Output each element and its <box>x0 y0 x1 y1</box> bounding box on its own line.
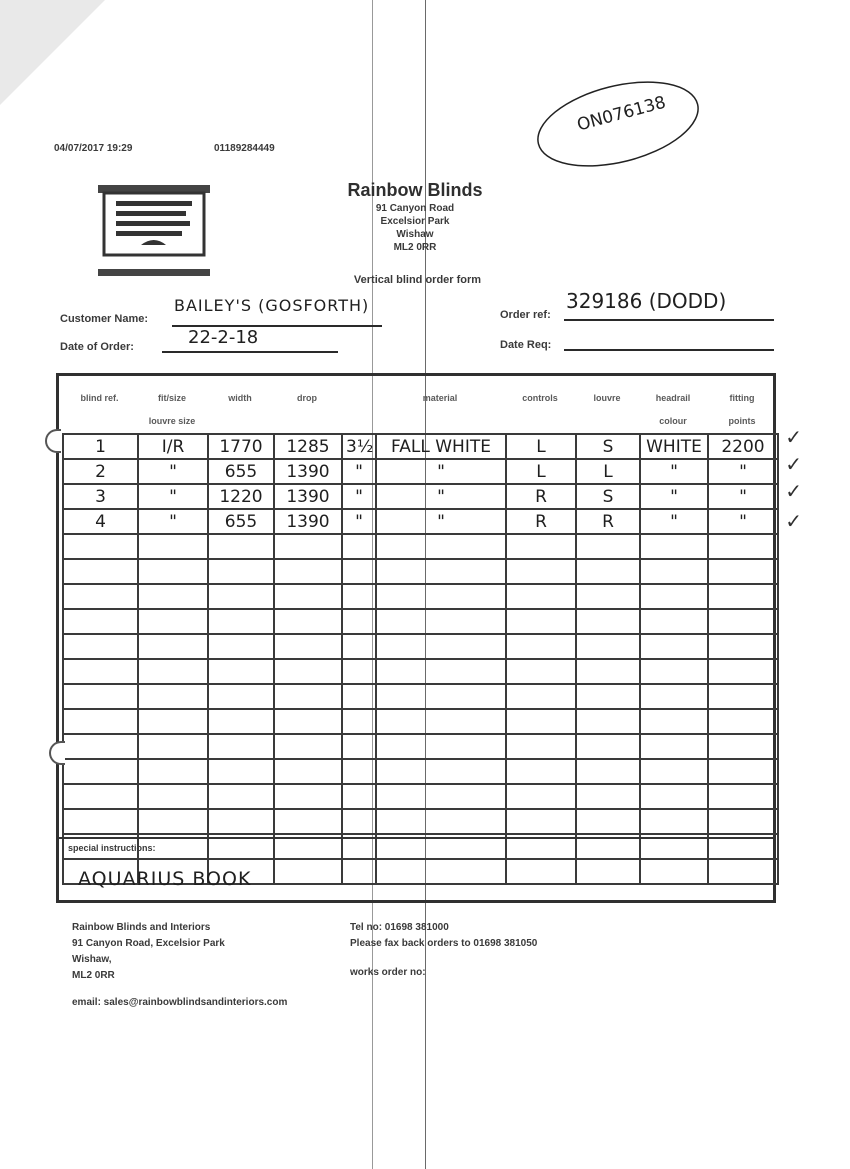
table-cell: " <box>342 484 376 509</box>
table-cell: 655 <box>208 459 274 484</box>
table-cell <box>138 709 208 734</box>
table-cell <box>208 809 274 834</box>
table-cell <box>640 734 708 759</box>
table-cell <box>63 784 138 809</box>
table-cell <box>274 709 342 734</box>
table-cell <box>63 809 138 834</box>
table-cell <box>208 684 274 709</box>
table-cell <box>708 609 778 634</box>
date-req-label: Date Req: <box>500 339 552 351</box>
table-row <box>63 459 778 484</box>
table-cell <box>208 659 274 684</box>
table-cell <box>342 734 376 759</box>
date-of-order-label: Date of Order: <box>60 341 134 353</box>
table-cell <box>208 759 274 784</box>
column-subheader: louvre size <box>148 416 196 426</box>
table-cell: " <box>708 484 778 509</box>
table-cell <box>208 709 274 734</box>
table-cell: " <box>376 509 506 534</box>
table-row-empty <box>63 734 778 759</box>
table-cell <box>708 809 778 834</box>
table-cell <box>63 709 138 734</box>
table-cell <box>640 534 708 559</box>
date-of-order-value: 22-2-18 <box>188 327 259 348</box>
table-cell <box>640 759 708 784</box>
table-cell <box>63 634 138 659</box>
table-cell <box>274 584 342 609</box>
check-mark: ✓ <box>785 454 802 476</box>
table-cell <box>274 859 342 884</box>
order-ref-value: 329186 (DODD) <box>566 289 727 313</box>
table-cell: " <box>708 509 778 534</box>
table-cell <box>274 534 342 559</box>
table-cell <box>576 659 640 684</box>
table-cell <box>506 534 576 559</box>
customer-name-label: Customer Name: <box>60 313 149 325</box>
footer-company-block <box>72 920 225 984</box>
column-header: controls <box>522 393 558 403</box>
table-cell <box>274 809 342 834</box>
table-cell <box>138 634 208 659</box>
table-cell <box>63 684 138 709</box>
table-cell <box>138 734 208 759</box>
table-cell <box>63 534 138 559</box>
table-cell <box>342 684 376 709</box>
table-cell: 1390 <box>274 459 342 484</box>
table-cell: " <box>138 509 208 534</box>
table-cell <box>208 609 274 634</box>
table-cell <box>506 859 576 884</box>
footer-tel: Tel no: 01698 381000 <box>350 922 449 933</box>
table-cell: 3 <box>63 484 138 509</box>
table-cell <box>342 559 376 584</box>
table-cell <box>506 609 576 634</box>
table-cell <box>708 559 778 584</box>
table-cell <box>506 659 576 684</box>
column-subheader: points <box>728 416 756 426</box>
table-cell: R <box>506 484 576 509</box>
table-cell <box>342 534 376 559</box>
table-row-empty <box>63 759 778 784</box>
table-row-empty <box>63 634 778 659</box>
special-instructions-label: special instructions: <box>68 843 156 853</box>
stamp-number: ON076138 <box>574 92 669 136</box>
table-cell: 1390 <box>274 484 342 509</box>
table-cell <box>708 784 778 809</box>
table-cell <box>342 659 376 684</box>
table-cell: " <box>342 459 376 484</box>
table-cell <box>708 859 778 884</box>
table-cell: 1390 <box>274 509 342 534</box>
table-cell <box>274 784 342 809</box>
table-cell: 1 <box>63 434 138 459</box>
table-cell <box>376 734 506 759</box>
table-cell <box>576 684 640 709</box>
table-cell <box>506 584 576 609</box>
table-cell: S <box>576 434 640 459</box>
table-cell <box>506 709 576 734</box>
table-cell <box>342 759 376 784</box>
table-row <box>63 509 778 534</box>
table-cell <box>506 734 576 759</box>
punch-hole <box>45 429 61 453</box>
rainbow-logo-icon <box>96 183 212 278</box>
table-cell <box>342 634 376 659</box>
table-row-empty <box>63 684 778 709</box>
table-cell <box>138 609 208 634</box>
column-header: blind ref. <box>80 393 119 403</box>
column-header: material <box>422 393 458 403</box>
table-cell <box>576 534 640 559</box>
table-cell: 655 <box>208 509 274 534</box>
date-underline <box>162 351 338 353</box>
table-row-empty <box>63 709 778 734</box>
footer-email: email: sales@rainbowblindsandinteriors.com <box>72 997 288 1008</box>
table-cell <box>376 584 506 609</box>
table-cell <box>640 634 708 659</box>
check-mark: ✓ <box>785 481 802 503</box>
table-row-empty <box>63 609 778 634</box>
table-cell: L <box>576 459 640 484</box>
table-cell <box>640 584 708 609</box>
footer-address-3: ML2 0RR <box>72 970 115 981</box>
table-cell <box>208 634 274 659</box>
table-cell <box>708 709 778 734</box>
footer-address-1: 91 Canyon Road, Excelsior Park <box>72 938 225 949</box>
table-cell <box>708 584 778 609</box>
table-cell <box>576 759 640 784</box>
table-cell <box>640 684 708 709</box>
table-cell <box>63 759 138 784</box>
table-cell: " <box>640 459 708 484</box>
table-cell: " <box>376 484 506 509</box>
table-cell: 2200 <box>708 434 778 459</box>
table-cell: " <box>342 509 376 534</box>
table-cell <box>640 859 708 884</box>
table-cell <box>208 584 274 609</box>
table-cell <box>342 709 376 734</box>
table-cell <box>576 709 640 734</box>
table-cell <box>576 584 640 609</box>
table-row <box>63 434 778 459</box>
table-cell <box>138 559 208 584</box>
table-cell <box>63 659 138 684</box>
footer-contact-block <box>350 920 537 952</box>
table-cell: 1770 <box>208 434 274 459</box>
table-cell <box>640 784 708 809</box>
table-cell <box>708 634 778 659</box>
table-cell <box>576 559 640 584</box>
table-cell: " <box>708 459 778 484</box>
table-cell <box>640 709 708 734</box>
table-cell: " <box>138 459 208 484</box>
table-cell: 1285 <box>274 434 342 459</box>
table-cell <box>138 784 208 809</box>
table-cell <box>138 759 208 784</box>
table-cell <box>576 734 640 759</box>
table-cell <box>208 559 274 584</box>
table-cell <box>376 559 506 584</box>
table-row-empty <box>63 809 778 834</box>
table-cell <box>708 684 778 709</box>
footer-company: Rainbow Blinds and Interiors <box>72 922 211 933</box>
check-mark: ✓ <box>785 427 802 449</box>
check-mark: ✓ <box>785 511 802 533</box>
table-cell <box>376 684 506 709</box>
table-cell <box>506 759 576 784</box>
form-title: Vertical blind order form <box>353 274 482 286</box>
table-row-empty <box>63 584 778 609</box>
footer-fax-note: Please fax back orders to 01698 381050 <box>350 938 538 949</box>
table-cell <box>342 584 376 609</box>
table-cell <box>708 734 778 759</box>
column-header: fit/size <box>157 393 186 403</box>
table-cell <box>274 759 342 784</box>
fax-id: 01189284449 <box>214 143 275 154</box>
table-cell: FALL WHITE <box>376 434 506 459</box>
customer-name-value: BAILEY'S (GOSFORTH) <box>174 296 370 315</box>
table-cell <box>376 634 506 659</box>
table-cell <box>376 809 506 834</box>
table-cell <box>376 609 506 634</box>
table-cell <box>506 784 576 809</box>
order-ref-label: Order ref: <box>500 309 551 321</box>
table-cell <box>342 859 376 884</box>
table-cell <box>208 784 274 809</box>
table-cell <box>274 734 342 759</box>
table-cell <box>138 684 208 709</box>
table-cell: R <box>506 509 576 534</box>
company-address: 91 Canyon Road Excelsior Park Wishaw ML2 0RR <box>375 203 455 253</box>
column-header: louvre <box>593 393 621 403</box>
table-cell <box>63 609 138 634</box>
date-req-underline <box>564 349 774 351</box>
punch-hole <box>49 741 65 765</box>
table-cell <box>376 759 506 784</box>
table-cell <box>208 734 274 759</box>
folded-page-corner <box>0 0 105 105</box>
table-cell <box>708 534 778 559</box>
table-cell: L <box>506 434 576 459</box>
table-cell <box>506 559 576 584</box>
special-instructions-value: AQUARIUS BOOK <box>78 868 252 890</box>
table-cell: 1220 <box>208 484 274 509</box>
special-divider <box>58 837 776 839</box>
table-cell: " <box>640 509 708 534</box>
table-cell <box>376 659 506 684</box>
order-grid <box>62 433 779 885</box>
table-row <box>63 484 778 509</box>
table-cell <box>376 534 506 559</box>
table-row-empty <box>63 559 778 584</box>
table-cell <box>506 809 576 834</box>
table-cell <box>138 534 208 559</box>
table-cell: R <box>576 509 640 534</box>
table-cell <box>376 859 506 884</box>
table-cell <box>576 634 640 659</box>
table-cell <box>640 659 708 684</box>
table-cell: 4 <box>63 509 138 534</box>
fax-timestamp: 04/07/2017 19:29 <box>54 143 133 154</box>
works-order-label: works order no: <box>350 967 426 978</box>
table-cell <box>576 784 640 809</box>
company-name: Rainbow Blinds <box>347 180 483 200</box>
table-cell <box>708 759 778 784</box>
table-cell: " <box>376 459 506 484</box>
order-ref-underline <box>564 319 774 321</box>
table-row-empty <box>63 534 778 559</box>
table-cell <box>274 684 342 709</box>
table-cell <box>274 659 342 684</box>
table-cell <box>274 609 342 634</box>
column-header: headrail <box>655 393 691 403</box>
table-cell: 3½ <box>342 434 376 459</box>
table-cell <box>342 784 376 809</box>
table-cell <box>274 634 342 659</box>
table-cell <box>63 559 138 584</box>
table-cell <box>640 609 708 634</box>
table-row-empty <box>63 659 778 684</box>
table-cell <box>63 584 138 609</box>
table-cell <box>376 709 506 734</box>
table-cell <box>63 734 138 759</box>
footer-address-2: Wishaw, <box>72 954 112 965</box>
table-cell <box>576 809 640 834</box>
table-cell <box>274 559 342 584</box>
table-cell <box>708 659 778 684</box>
table-cell: L <box>506 459 576 484</box>
table-cell <box>576 859 640 884</box>
table-cell <box>506 684 576 709</box>
table-cell <box>138 809 208 834</box>
column-header: drop <box>297 393 317 403</box>
column-subheader: colour <box>659 416 687 426</box>
table-cell: S <box>576 484 640 509</box>
table-cell <box>640 559 708 584</box>
table-cell: " <box>640 484 708 509</box>
table-cell <box>506 634 576 659</box>
table-cell <box>342 809 376 834</box>
table-cell: I/R <box>138 434 208 459</box>
column-header: width <box>228 393 252 403</box>
table-cell <box>138 584 208 609</box>
table-cell: " <box>138 484 208 509</box>
table-cell: WHITE <box>640 434 708 459</box>
table-cell <box>376 784 506 809</box>
table-cell <box>138 659 208 684</box>
table-cell <box>640 809 708 834</box>
column-header: fitting <box>729 393 755 403</box>
table-row-empty <box>63 784 778 809</box>
table-cell <box>576 609 640 634</box>
table-cell <box>342 609 376 634</box>
table-cell: 2 <box>63 459 138 484</box>
table-cell <box>208 534 274 559</box>
